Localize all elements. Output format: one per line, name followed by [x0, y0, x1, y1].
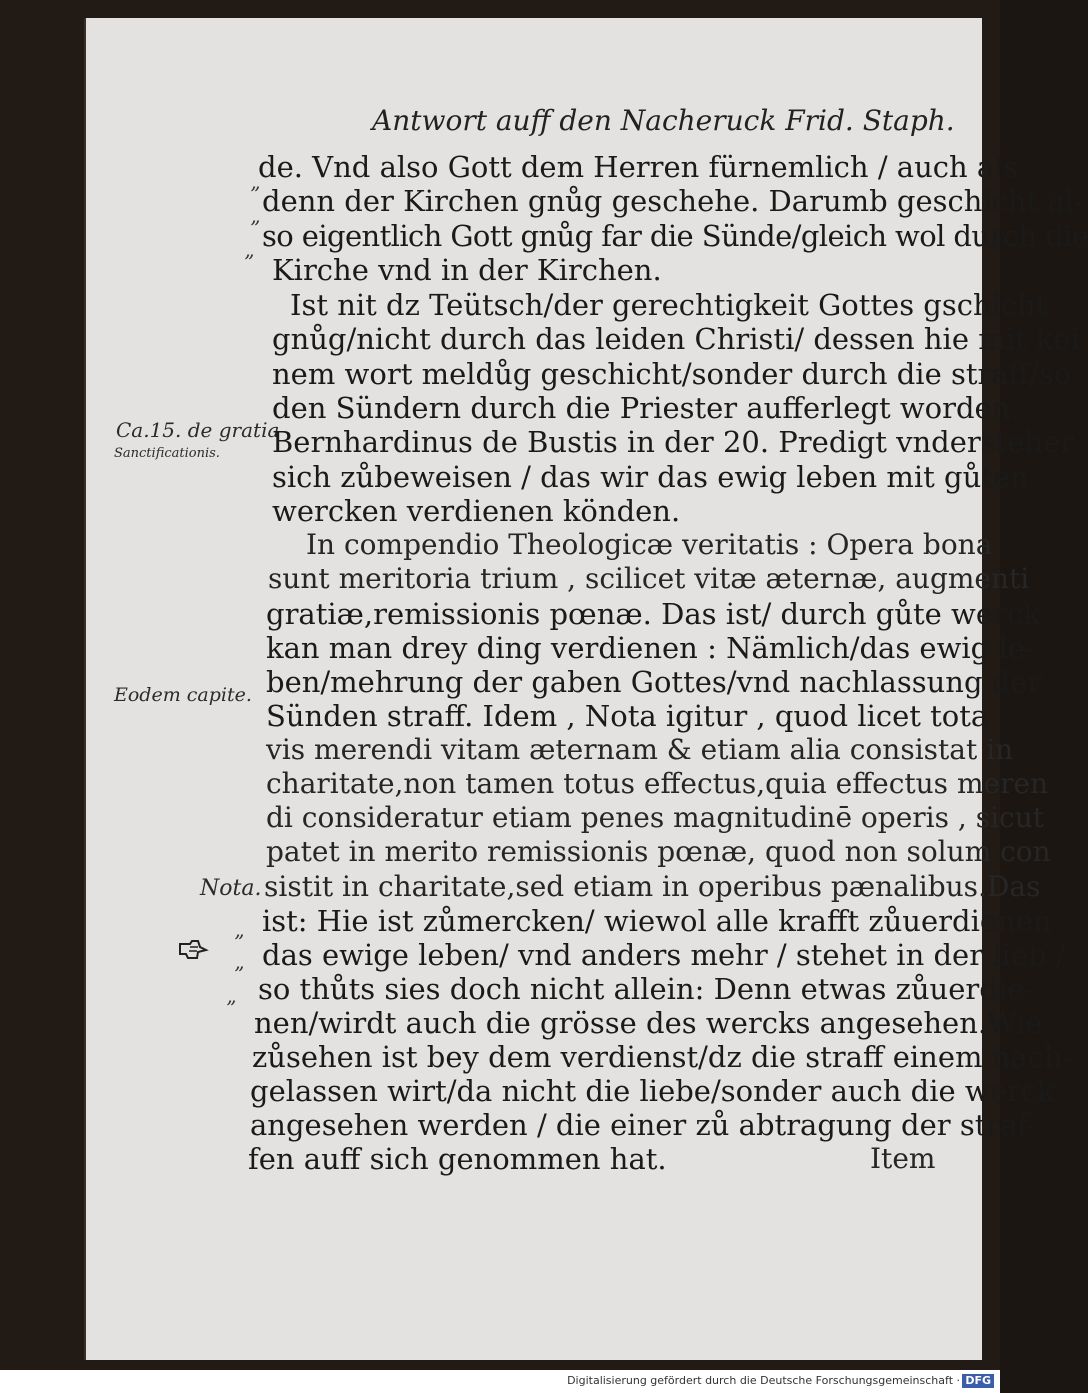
text-line: Bernhardinus de Bustis in der 20. Predigt vndersteher	[272, 425, 1075, 459]
quote-marker: ”	[244, 250, 255, 274]
text-line: ist: Hie ist zůmercken/ wiewol alle krafft zůuerdienen	[262, 904, 1052, 938]
pointing-hand-icon	[178, 938, 208, 962]
margin-note-nota: Nota.	[200, 876, 262, 901]
text-line: Ist nit dz Teütsch/der gerechtigkeit Gottes gschicht	[290, 288, 1048, 322]
text-line: Kirche vnd in der Kirchen.	[272, 253, 662, 287]
text-line: gnůg/nicht durch das leiden Christi/ dessen hie mit kei	[272, 322, 1080, 356]
text-line: gelassen wirt/da nicht die liebe/sonder auch die werck	[250, 1074, 1055, 1108]
text-line: nen/wirdt auch die grösse des wercks angesehen.Wie	[254, 1006, 1043, 1040]
footer-bar	[0, 1370, 1000, 1393]
margin-note-eodem: Eodem capite.	[114, 684, 252, 706]
margin-note-chapter: Sanctificationis.	[114, 446, 220, 461]
text-line: angesehen werden / die einer zů abtragung der straf-	[250, 1108, 1038, 1142]
text-line: ben/mehrung der gaben Gottes/vnd nachlassung der	[266, 665, 1042, 699]
text-line: nem wort meldůg geschicht/sonder durch die straff/so	[272, 357, 1072, 391]
text-line: zůsehen ist bey dem verdienst/dz die straff einem nach-	[252, 1040, 1073, 1074]
running-head: Antwort auff den Nacheruck Frid. Staph.	[372, 104, 955, 137]
catchword: Item	[870, 1142, 936, 1175]
text-line: fen auff sich genommen hat.	[248, 1142, 667, 1176]
text-line: charitate,non tamen totus effectus,quia effectus meren	[266, 767, 1049, 800]
text-line: di consideratur etiam penes magnitudinē operis , sicut	[266, 801, 1044, 834]
text-line: kan man drey ding verdienen : Nämlich/das ewig le-	[266, 631, 1035, 665]
funding-notice: Digitalisierung gefördert durch die Deutsche Forschungsgemeinschaft ·	[567, 1374, 960, 1387]
text-line: so thůts sies doch nicht allein: Denn etwas zůuerdie-	[258, 972, 1035, 1006]
text-line: denn der Kirchen gnůg geschehe. Darumb geschicht al-	[262, 184, 1084, 218]
quote-marker: ”	[250, 216, 261, 240]
text-line: den Sündern durch die Priester aufferlegt worden.	[272, 391, 1020, 425]
quote-marker: ”	[234, 930, 245, 954]
text-line: wercken verdienen könden.	[272, 494, 681, 528]
text-line: so eigentlich Gott gnůg far die Sünde/gleich wol durch die	[262, 219, 1088, 253]
text-line: sistit in charitate,sed etiam in operibus pænalibus.Das	[264, 870, 1041, 903]
dfg-logo: DFG	[962, 1374, 994, 1388]
text-line: sunt meritoria trium , scilicet vitæ æternæ, augmenti	[268, 562, 1030, 595]
text-line: In compendio Theologicæ veritatis : Opera bona	[306, 528, 993, 561]
text-line: sich zůbeweisen / das wir das ewig leben mit gůten	[272, 460, 1029, 494]
text-line: Sünden straff. Idem , Nota igitur , quod licet tota	[266, 699, 989, 733]
text-line: patet in merito remissionis pœnæ, quod non solum con	[266, 835, 1051, 868]
margin-note-chapter: Ca.15. de gratia	[116, 418, 280, 442]
text-line: das ewige leben/ vnd anders mehr / stehet in der lieb /	[262, 938, 1066, 972]
text-line: de. Vnd also Gott dem Herren fürnemlich / auch als	[258, 150, 1019, 184]
text-line: gratiæ,remissionis pœnæ. Das ist/ durch gůte werck	[266, 597, 1041, 631]
text-line: vis merendi vitam æternam & etiam alia consistat in	[266, 733, 1014, 766]
quote-marker: ”	[250, 182, 261, 206]
quote-marker: ”	[234, 962, 245, 986]
quote-marker: ”	[226, 996, 237, 1020]
